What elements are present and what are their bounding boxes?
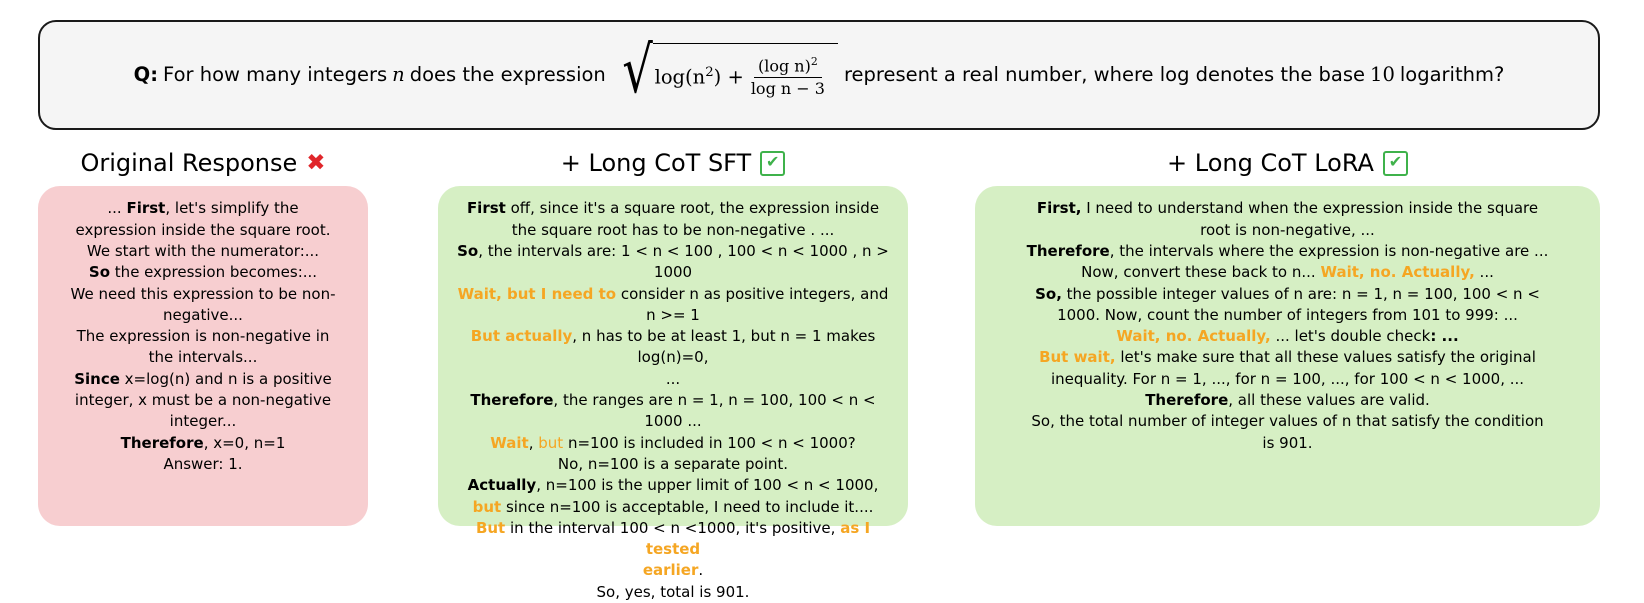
- response-segment: , the intervals where the expression is non-negative are ...: [1109, 241, 1549, 260]
- column-heading: [38, 150, 368, 176]
- response-line: [52, 411, 354, 432]
- response-segment: , let's simplify the: [165, 199, 299, 218]
- response-segment: , the ranges are n = 1, n = 100, 100 < n < 1000 ...: [553, 391, 876, 431]
- response-line: [989, 305, 1586, 326]
- response-segment: expression inside the square root.: [75, 220, 331, 239]
- response-segment: But: [475, 518, 506, 537]
- response-line: [52, 220, 354, 241]
- response-segment: x=log(n) and n is a positive: [119, 369, 332, 388]
- response-segment: consider n as positive integers, and n >= 1: [616, 284, 889, 324]
- response-segment: earlier: [642, 561, 699, 580]
- response-segment: as I tested: [645, 518, 871, 559]
- response-segment: , n has to be at least 1, but n = 1 makes log(n)=0,: [572, 327, 876, 367]
- response-line: [452, 369, 894, 390]
- response-segment: ,: [528, 433, 539, 452]
- response-line: [452, 433, 894, 454]
- response-line: [989, 198, 1586, 219]
- radicand: [653, 43, 838, 107]
- column-long-cot-lora: [975, 150, 1600, 526]
- response-segment: We start with the numerator:...: [86, 241, 320, 260]
- response-segment: negative...: [163, 305, 243, 324]
- response-segment: Wait: [490, 433, 529, 452]
- response-line: [989, 262, 1586, 283]
- response-segment: the square root has to be non-negative . ...: [511, 220, 835, 239]
- response-segment: Wait, no. Actually,: [1320, 263, 1475, 282]
- response-lines: [989, 198, 1586, 454]
- response-segment: ...: [107, 199, 127, 218]
- response-segment: 1000. Now, count the number of integers from 101 to 999: ...: [1057, 305, 1518, 324]
- column-heading: [975, 150, 1600, 176]
- column-title: + Long CoT SFT: [560, 149, 752, 177]
- response-segment: ...: [665, 369, 681, 388]
- response-segment: First: [466, 199, 506, 218]
- response-segment: ... let's double check: [1270, 327, 1431, 346]
- response-segment: But wait,: [1039, 348, 1116, 367]
- response-line: [452, 560, 894, 581]
- response-segment: Actually: [467, 476, 537, 495]
- column-title: + Long CoT LoRA: [1167, 149, 1374, 177]
- response-line: [52, 326, 354, 347]
- response-segment: the possible integer values of n are: n = 1, n = 100, 100 < n <: [1061, 284, 1540, 303]
- response-segment: Since: [74, 369, 120, 388]
- response-segment: Therefore: [1026, 241, 1110, 260]
- response-lines: [52, 198, 354, 475]
- response-segment: : ...: [1430, 327, 1459, 346]
- question-variable-n: n: [392, 63, 405, 87]
- question-base: 10: [1370, 63, 1395, 87]
- response-segment: , all these values are valid.: [1228, 391, 1430, 410]
- response-segment: but: [538, 433, 564, 452]
- response-lines: [452, 198, 894, 603]
- response-line: [52, 347, 354, 368]
- response-segment: The expression is non-negative in: [76, 327, 330, 346]
- response-segment: So, yes, total is 901.: [596, 582, 750, 601]
- question-part-1: For how many integers: [163, 63, 388, 87]
- response-segment: Now, convert these back to n...: [1081, 263, 1321, 282]
- response-segment: root is non-negative, ...: [1200, 220, 1375, 239]
- column-long-cot-sft: [438, 149, 908, 601]
- response-line: [52, 369, 354, 390]
- response-line: [452, 198, 894, 219]
- response-line: [989, 433, 1586, 454]
- response-segment: the expression becomes:...: [110, 263, 318, 282]
- response-line: [452, 220, 894, 241]
- response-segment: But actually: [470, 327, 573, 346]
- response-line: [452, 390, 894, 433]
- response-segment: .: [698, 561, 704, 580]
- square-root-expression: [612, 34, 838, 108]
- radicand-log-term: $\log(n^2)$ +: [654, 65, 744, 89]
- response-segment: off, since it's a square root, the expression inside: [505, 199, 880, 218]
- response-line: [452, 284, 894, 327]
- response-line: [52, 198, 354, 219]
- response-segment: let's make sure that all these values satisfy the original: [1115, 348, 1536, 367]
- response-card: [975, 186, 1600, 526]
- response-segment: So: [88, 263, 111, 282]
- response-line: [52, 284, 354, 305]
- response-segment: n=100 is included in 100 < n < 1000?: [563, 433, 856, 452]
- response-segment: since n=100 is acceptable, I need to include it....: [501, 497, 874, 516]
- response-segment: We need this expression to be non-: [70, 284, 336, 303]
- response-line: [452, 582, 894, 603]
- response-line: [989, 347, 1586, 368]
- response-segment: integer, x must be a non-negative: [74, 391, 332, 410]
- response-line: [989, 369, 1586, 390]
- column-original-response: [38, 150, 368, 526]
- question-box: [38, 20, 1600, 130]
- response-segment: First: [126, 199, 166, 218]
- response-segment: is 901.: [1262, 433, 1313, 452]
- response-segment: , the intervals are: 1 < n < 100 , 100 < n < 1000 , n > 1000: [478, 241, 889, 282]
- response-line: [452, 497, 894, 518]
- response-line: [52, 390, 354, 411]
- response-line: [452, 518, 894, 561]
- response-segment: ...: [1474, 263, 1494, 282]
- question-prefix: Q:: [133, 63, 159, 87]
- response-segment: Wait, but I need to: [457, 284, 617, 303]
- response-segment: So,: [1035, 284, 1062, 303]
- response-segment: but: [472, 497, 502, 516]
- response-line: [452, 475, 894, 496]
- response-segment: So: [457, 241, 479, 260]
- response-segment: Therefore: [120, 433, 204, 452]
- response-line: [52, 241, 354, 262]
- response-segment: Therefore: [1145, 391, 1229, 410]
- response-line: [989, 284, 1586, 305]
- response-segment: , x=0, n=1: [203, 433, 286, 452]
- column-heading: [438, 150, 908, 176]
- cross-icon: ✖: [306, 149, 326, 176]
- response-line: [989, 326, 1586, 347]
- response-line: [52, 454, 354, 475]
- response-line: [52, 433, 354, 454]
- response-line: [989, 241, 1586, 262]
- response-line: [452, 241, 894, 284]
- response-segment: , n=100 is the upper limit of 100 < n < 1000,: [536, 476, 879, 495]
- question-part-2: does the expression: [409, 63, 606, 87]
- response-segment: in the interval 100 < n <1000, it's positive,: [505, 518, 841, 537]
- response-line: [52, 305, 354, 326]
- response-segment: integer...: [169, 412, 237, 431]
- response-line: [52, 262, 354, 283]
- response-line: [452, 326, 894, 369]
- response-segment: Wait, no. Actually,: [1116, 327, 1271, 346]
- column-title: Original Response: [80, 149, 298, 177]
- response-segment: So, the total number of integer values of n that satisfy the condition: [1031, 412, 1544, 431]
- fraction: [747, 55, 829, 99]
- check-icon: ✔: [760, 151, 785, 176]
- response-segment: No, n=100 is a separate point.: [557, 454, 789, 473]
- question-part-4: logarithm?: [1399, 63, 1505, 87]
- response-line: [989, 390, 1586, 411]
- check-icon: ✔: [1383, 151, 1408, 176]
- response-card: [438, 186, 908, 601]
- response-card: [38, 186, 368, 526]
- fraction-denominator: log n − 3: [750, 79, 825, 99]
- response-segment: First,: [1036, 199, 1082, 218]
- response-line: [989, 220, 1586, 241]
- response-line: [452, 454, 894, 475]
- question-text: [133, 34, 1505, 108]
- question-part-3: represent a real number, where log denotes the base: [843, 63, 1366, 87]
- radical-sign: √: [621, 34, 653, 108]
- response-segment: the intervals...: [148, 348, 258, 367]
- fraction-numerator: (log n)$^2$: [754, 55, 822, 78]
- response-segment: Therefore: [470, 391, 554, 410]
- response-segment: I need to understand when the expression inside the square: [1081, 199, 1539, 218]
- response-segment: Answer: 1.: [163, 454, 243, 473]
- response-line: [989, 411, 1586, 432]
- response-segment: inequality. For n = 1, ..., for n = 100, ..., for 100 < n < 1000, ...: [1050, 369, 1525, 388]
